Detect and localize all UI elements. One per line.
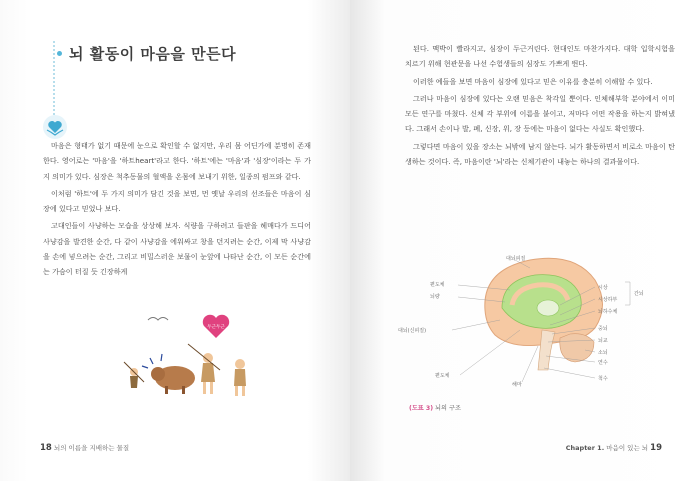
label-amygdala: 편도체	[435, 373, 450, 379]
label-cerebellum: 소뇌	[598, 350, 608, 356]
decorative-dotted-line	[53, 40, 55, 120]
paragraph: 그렇다면 마음이 있을 장소는 뇌밖에 남지 않는다. 뇌가 활동하면서 비로소 마음이 탄생하는 것이다. 즉, 마음이란 '뇌'라는 신체기관이 내놓는 하나의 결과물이다.	[405, 141, 675, 167]
page-number: 18	[40, 443, 52, 453]
figure-caption	[409, 403, 461, 412]
label-corpus-callosum: 뇌량	[430, 294, 440, 300]
paragraph: 마음은 형태가 없기 때문에 눈으로 확인할 수 없지만, 우리 몸 어딘가에 분명히 존재한다. 영어로는 '마음'을 '하트heart'라고 한다. '하트'에는 '마음'과 '심장'이라는 두 가지 의미가 있다. 심장은 척추동물의 혈액을 온몸에 보내기 위한, 일종의 펌프와 같다.	[43, 141, 311, 181]
label-thalamus: 시상	[598, 285, 608, 291]
paragraph: 이러한 예들을 보면 마음이 심장에 있다고 믿은 이유를 충분히 이해할 수 있다.	[413, 76, 653, 86]
heart-hands-icon	[42, 114, 68, 140]
label-cingulate: 편도체	[430, 282, 445, 288]
label-spinal-cord: 척수	[598, 376, 608, 382]
label-hypothalamus: 시상하부	[598, 297, 618, 303]
paragraph: 된다. 맥박이 빨라지고, 심장이 두근거린다. 현대인도 마찬가지다. 대학 입학시험을 치르기 위해 현관문을 나선 수험생들의 심장도 가쁘게 뛴다.	[405, 44, 675, 69]
left-body-text	[43, 138, 311, 282]
label-pituitary: 뇌하수체	[598, 309, 618, 315]
heart-bubble-label: 두근두근	[207, 325, 225, 330]
right-body-text	[405, 41, 675, 171]
brain-figure	[390, 250, 680, 390]
label-medulla: 연수	[598, 360, 608, 366]
label-cortex: 대뇌피질	[506, 256, 526, 262]
right-page	[350, 0, 700, 481]
label-midbrain: 중뇌	[598, 326, 608, 332]
title-bullet-icon	[57, 51, 62, 56]
figure-caption-text: 뇌의 구조	[435, 405, 461, 412]
paragraph: 그러나 마음이 심장에 있다는 오랜 믿음은 착각일 뿐이다. 인체해부학 분야에서 이미 모든 연구를 마쳤다. 신체 각 부위에 이름을 붙이고, 저마다 어떤 작용을 하는지 밝혀냈다. 그래서 손이나 발, 폐, 신장, 위, 장 등에는 마음이 없다는 사실도 확인했다.	[405, 93, 675, 134]
chapter-title: 마음이 있는 뇌	[606, 444, 649, 452]
figure-tag: (도표 3)	[409, 405, 434, 412]
hunting-illustration	[120, 300, 270, 420]
left-footer	[40, 443, 129, 453]
book-title: 뇌의 이름을 지배하는 물질	[53, 444, 130, 452]
chapter-label: Chapter 1.	[565, 444, 605, 452]
label-cerebrum: 대뇌(신피질)	[398, 328, 427, 334]
paragraph: 이처럼 '하트'에 두 가지 의미가 담긴 것을 보면, 먼 옛날 우리의 선조들은 마음이 심장에 있다고 믿었나 보다.	[43, 188, 311, 214]
page-number: 19	[650, 443, 662, 453]
label-diencephalon: 간뇌	[634, 291, 644, 297]
brain-diagram	[390, 250, 680, 390]
label-hippocampus: 해마	[512, 382, 522, 388]
page-title: 뇌 활동이 마음을 만든다	[69, 45, 237, 63]
right-footer	[566, 443, 662, 453]
paragraph: 고대인들이 사냥하는 모습을 상상해 보자. 식량을 구하려고 들판을 헤매다가 드디어 사냥감을 발견한 순간, 다 같이 사냥감을 에워싸고 창을 던지려는 순간, 이제 막 사냥감을 손에 넣으려는 순간, 그리고 비밀스러운 보물이 눈앞에 나타난 순간, 이 모든 순간에는 가슴이 터질 듯 긴장하게	[43, 221, 311, 277]
label-pons: 뇌교	[598, 338, 608, 344]
